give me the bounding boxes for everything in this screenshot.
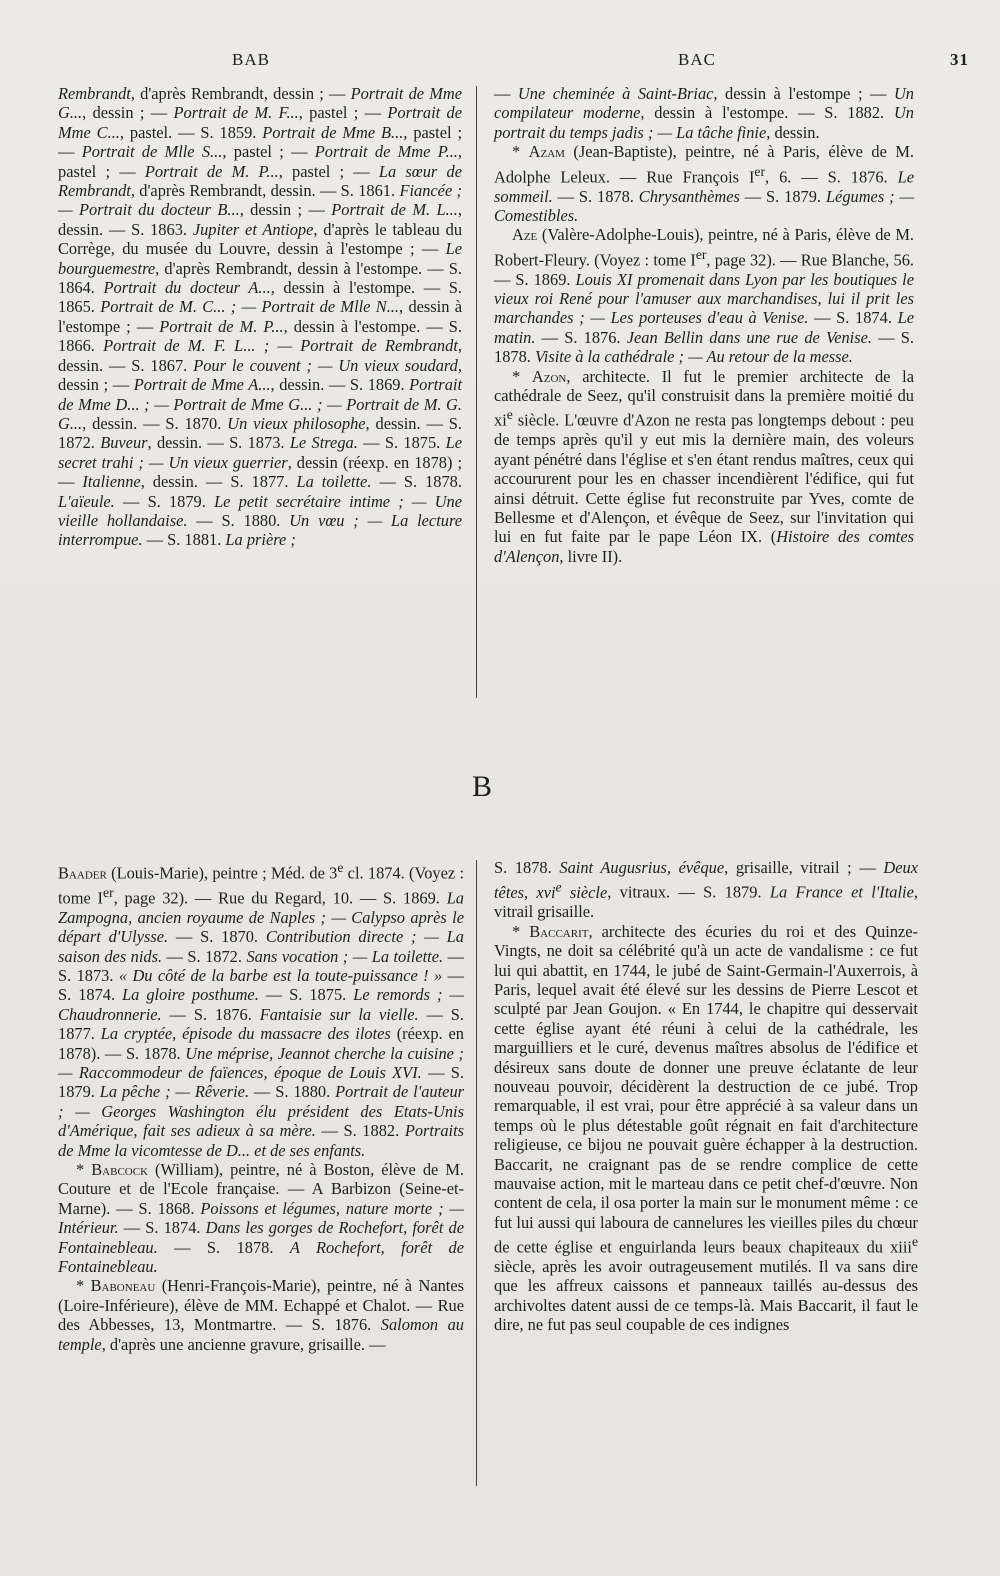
column-divider-top [476, 86, 477, 698]
column-bottom-left [58, 858, 464, 1498]
section-letter: B [471, 770, 492, 803]
text-paragraph: Baader (Louis-Marie), peintre ; Méd. de 3e cl. 1874. (Voyez : tome Ier, page 32). — Rue du Regard, 10. — S. 1869. La Zampogna, ancien royaume de Naples ; — Calypso après le départ d'Ulysse. — S. 1870. Contribution directe ; — La saison des nids. — S. 1872. Sans vocation ; — La toilette. — S. 1873. « Du côté de la barbe est la toute-puissance ! » — S. 1874. La gloire posthume. — S. 1875. Le remords ; — Chaudronnerie. — S. 1876. Fantaisie sur la vielle. — S. 1877. La cryptée, épisode du massacre des ilotes (réexp. en 1878). — S. 1878. Une méprise, Jeannot cherche la cuisine ; — Raccommodeur de faïences, époque de Louis XVI. — S. 1879. La pêche ; — Rêverie. — S. 1880. Portrait de l'auteur ; — Georges Washington élu président des Etats-Unis d'Amérique, fait ses adieux à sa mère. — S. 1882. Portraits de Mme la vicomtesse de D... et de ses enfants. [58, 860, 465, 1160]
column-top-right [494, 84, 914, 704]
running-head-left: BAB [232, 50, 270, 69]
text-paragraph: Aze (Valère-Adolphe-Louis), peintre, né à Paris, élève de M. Robert-Fleury. (Voyez : tome Ier, page 32). — Rue Blanche, 56. — S. 1869. Louis XI promenait dans Lyon par les boutiques le vieux roi René pour l'amuser aux marchandises, lui il prit les marchandes ; — Les porteuses d'eau à Venise. — S. 1874. Le matin. — S. 1876. Jean Bellin dans une rue de Venise. — S. 1878. Visite à la cathédrale ; — Au retour de la messe. [494, 225, 915, 367]
text-paragraph: * Baccarit, architecte des écuries du roi et des Quinze-Vingts, ne doit sa célébrité qu'à un acte de vandalisme : ce fut lui qui abattit, en 1744, le jubé de Saint-Germain-l'Auxerrois, à Paris, lequel avait été élevé sur les dessins de Pierre Lescot et sculpté par Jean Goujon. « En 1744, le chapitre qui desservait cette église ayant été réuni à celui de la cathédrale, les marguilliers et le curé, devenus maîtres absolus de l'édifice et désireux sans doute de donner une preuve éclatante de leur nouveau pouvoir, décidèrent la destruction de ce jubé. Trop remarquable, il est vrai, pour être apprécié à sa valeur dans un temps où le plus détestable goût régnait en fait d'architecture religieuse, ce bijou ne pouvait guère échapper à la destruction. Baccarit, ne craignant pas de se rendre complice de cette mauvaise action, mit le marteau dans ce petit chef-d'œuvre. Non content de cela, il osa porter la main sur le monument même : ce fut lui aussi qui laboura de cannelures les vieilles piles du chœur de cette église et enguirlanda leurs beaux chapiteaux du xiii$^e$ siècle, après les avoir outrageusement mutilés. Il va sans dire que les affreux caissons et panneaux taillés au-dessus des archivoltes datent aussi de ce temps-là. Mais Baccarit, il faut le dire, ne fut pas seul coupable de ces indignes [494, 921, 918, 1335]
text-paragraph: * Azon, architecte. Il fut le premier architecte de la cathédrale de Seez, qu'il construisit dans la première moitié du $xi^e$ siècle. L'œuvre d'Azon ne resta pas longtemps debout : peu de temps après qu'il y eut mis la dernière main, des voleurs ayant pénétré dans l'église et s'en étant rendus maîtres, ceux qui accoururent pour les en chasser incendièrent l'édifice, qui fut ainsi détruit. Cette église fut reconstruite par Yves, comte de Bellesme et d'Alençon, et évêque de Seez, sur l'invitation qui lui en fut faite par le pape Léon IX. (Histoire des comtes d'Alençon, livre II). [494, 366, 915, 566]
page-number: 31 [950, 50, 969, 69]
text-paragraph: — Une cheminée à Saint-Briac, dessin à l'estompe ; — Un compilateur moderne, dessin à l'estompe. — S. 1882. Un portrait du temps jadis ; — La tâche finie, dessin. [494, 84, 914, 142]
text-paragraph: * Baboneau (Henri-François-Marie), peintre, né à Nantes (Loire-Inférieure), élève de MM. Echappé et Chalot. — Rue des Abbesses, 13, Montmartre. — S. 1876. Salomon au temple, d'après une ancienne gravure, grisaille. — [58, 1276, 464, 1354]
column-bottom-right [494, 858, 918, 1498]
text-paragraph: Rembrandt, d'après Rembrandt, dessin ; — Portrait de Mme G..., dessin ; — Portrait de M. F..., pastel ; — Portrait de Mme C..., pastel. — S. 1859. Portrait de Mme B..., pastel ; — Portrait de Mlle S..., pastel ; — Portrait de Mme P..., pastel ; — Portrait de M. P..., pastel ; — La sœur de Rembrandt, d'après Rembrandt, dessin. — S. 1861. Fiancée ; — Portrait du docteur B..., dessin ; — Portrait de M. L..., dessin. — S. 1863. Jupiter et Antiope, d'après le tableau du Corrège, du musée du Louvre, dessin à l'estompe ; — Le bourguemestre, d'après Rembrandt, dessin à l'estompe. — S. 1864. Portrait du docteur A..., dessin à l'estompe. — S. 1865. Portrait de M. C... ; — Portrait de Mlle N..., dessin à l'estompe ; — Portrait de M. P..., dessin à l'estompe. — S. 1866. Portrait de M. F. L... ; — Portrait de Rembrandt, dessin. — S. 1867. Pour le couvent ; — Un vieux soudard, dessin ; — Portrait de Mme A..., dessin. — S. 1869. Portrait de Mme D... ; — Portrait de Mme G... ; — Portrait de M. G. G..., dessin. — S. 1870. Un vieux philosophe, dessin. — S. 1872. Buveur, dessin. — S. 1873. Le Strega. — S. 1875. Le secret trahi ; — Un vieux guerrier, dessin (réexp. en 1878) ; — Italienne, dessin. — S. 1877. La toilette. — S. 1878. L'aïeule. — S. 1879. Le petit secrétaire intime ; — Une vieille hollandaise. — S. 1880. Un vœu ; — La lecture interrompue. — S. 1881. La prière ; [58, 84, 463, 550]
text-paragraph: S. 1878. Saint Augusrius, évêque, grisaille, vitrail ; — Deux têtes, xvi$^e$ siècle, vitraux. — S. 1879. La France et l'Italie, vitrail grisaille. [494, 858, 918, 922]
text-paragraph: * Azam (Jean-Baptiste), peintre, né à Paris, élève de M. Adolphe Leleux. — Rue François Ier, 6. — S. 1876. Le sommeil. — S. 1878. Chrysanthèmes — S. 1879. Légumes ; — Comestibles. [494, 142, 915, 225]
running-head-center: BAC [678, 50, 716, 69]
text-paragraph: * Babcock (William), peintre, né à Boston, élève de M. Couture et de l'Ecole française. — A Barbizon (Seine-et-Marne). — S. 1868. Poissons et légumes, nature morte ; — Intérieur. — S. 1874. Dans les gorges de Rochefort, forêt de Fontainebleau. — S. 1878. A Rochefort, forêt de Fontainebleau. [58, 1160, 465, 1277]
column-divider-bottom [476, 860, 477, 1486]
column-top-left [58, 84, 462, 704]
